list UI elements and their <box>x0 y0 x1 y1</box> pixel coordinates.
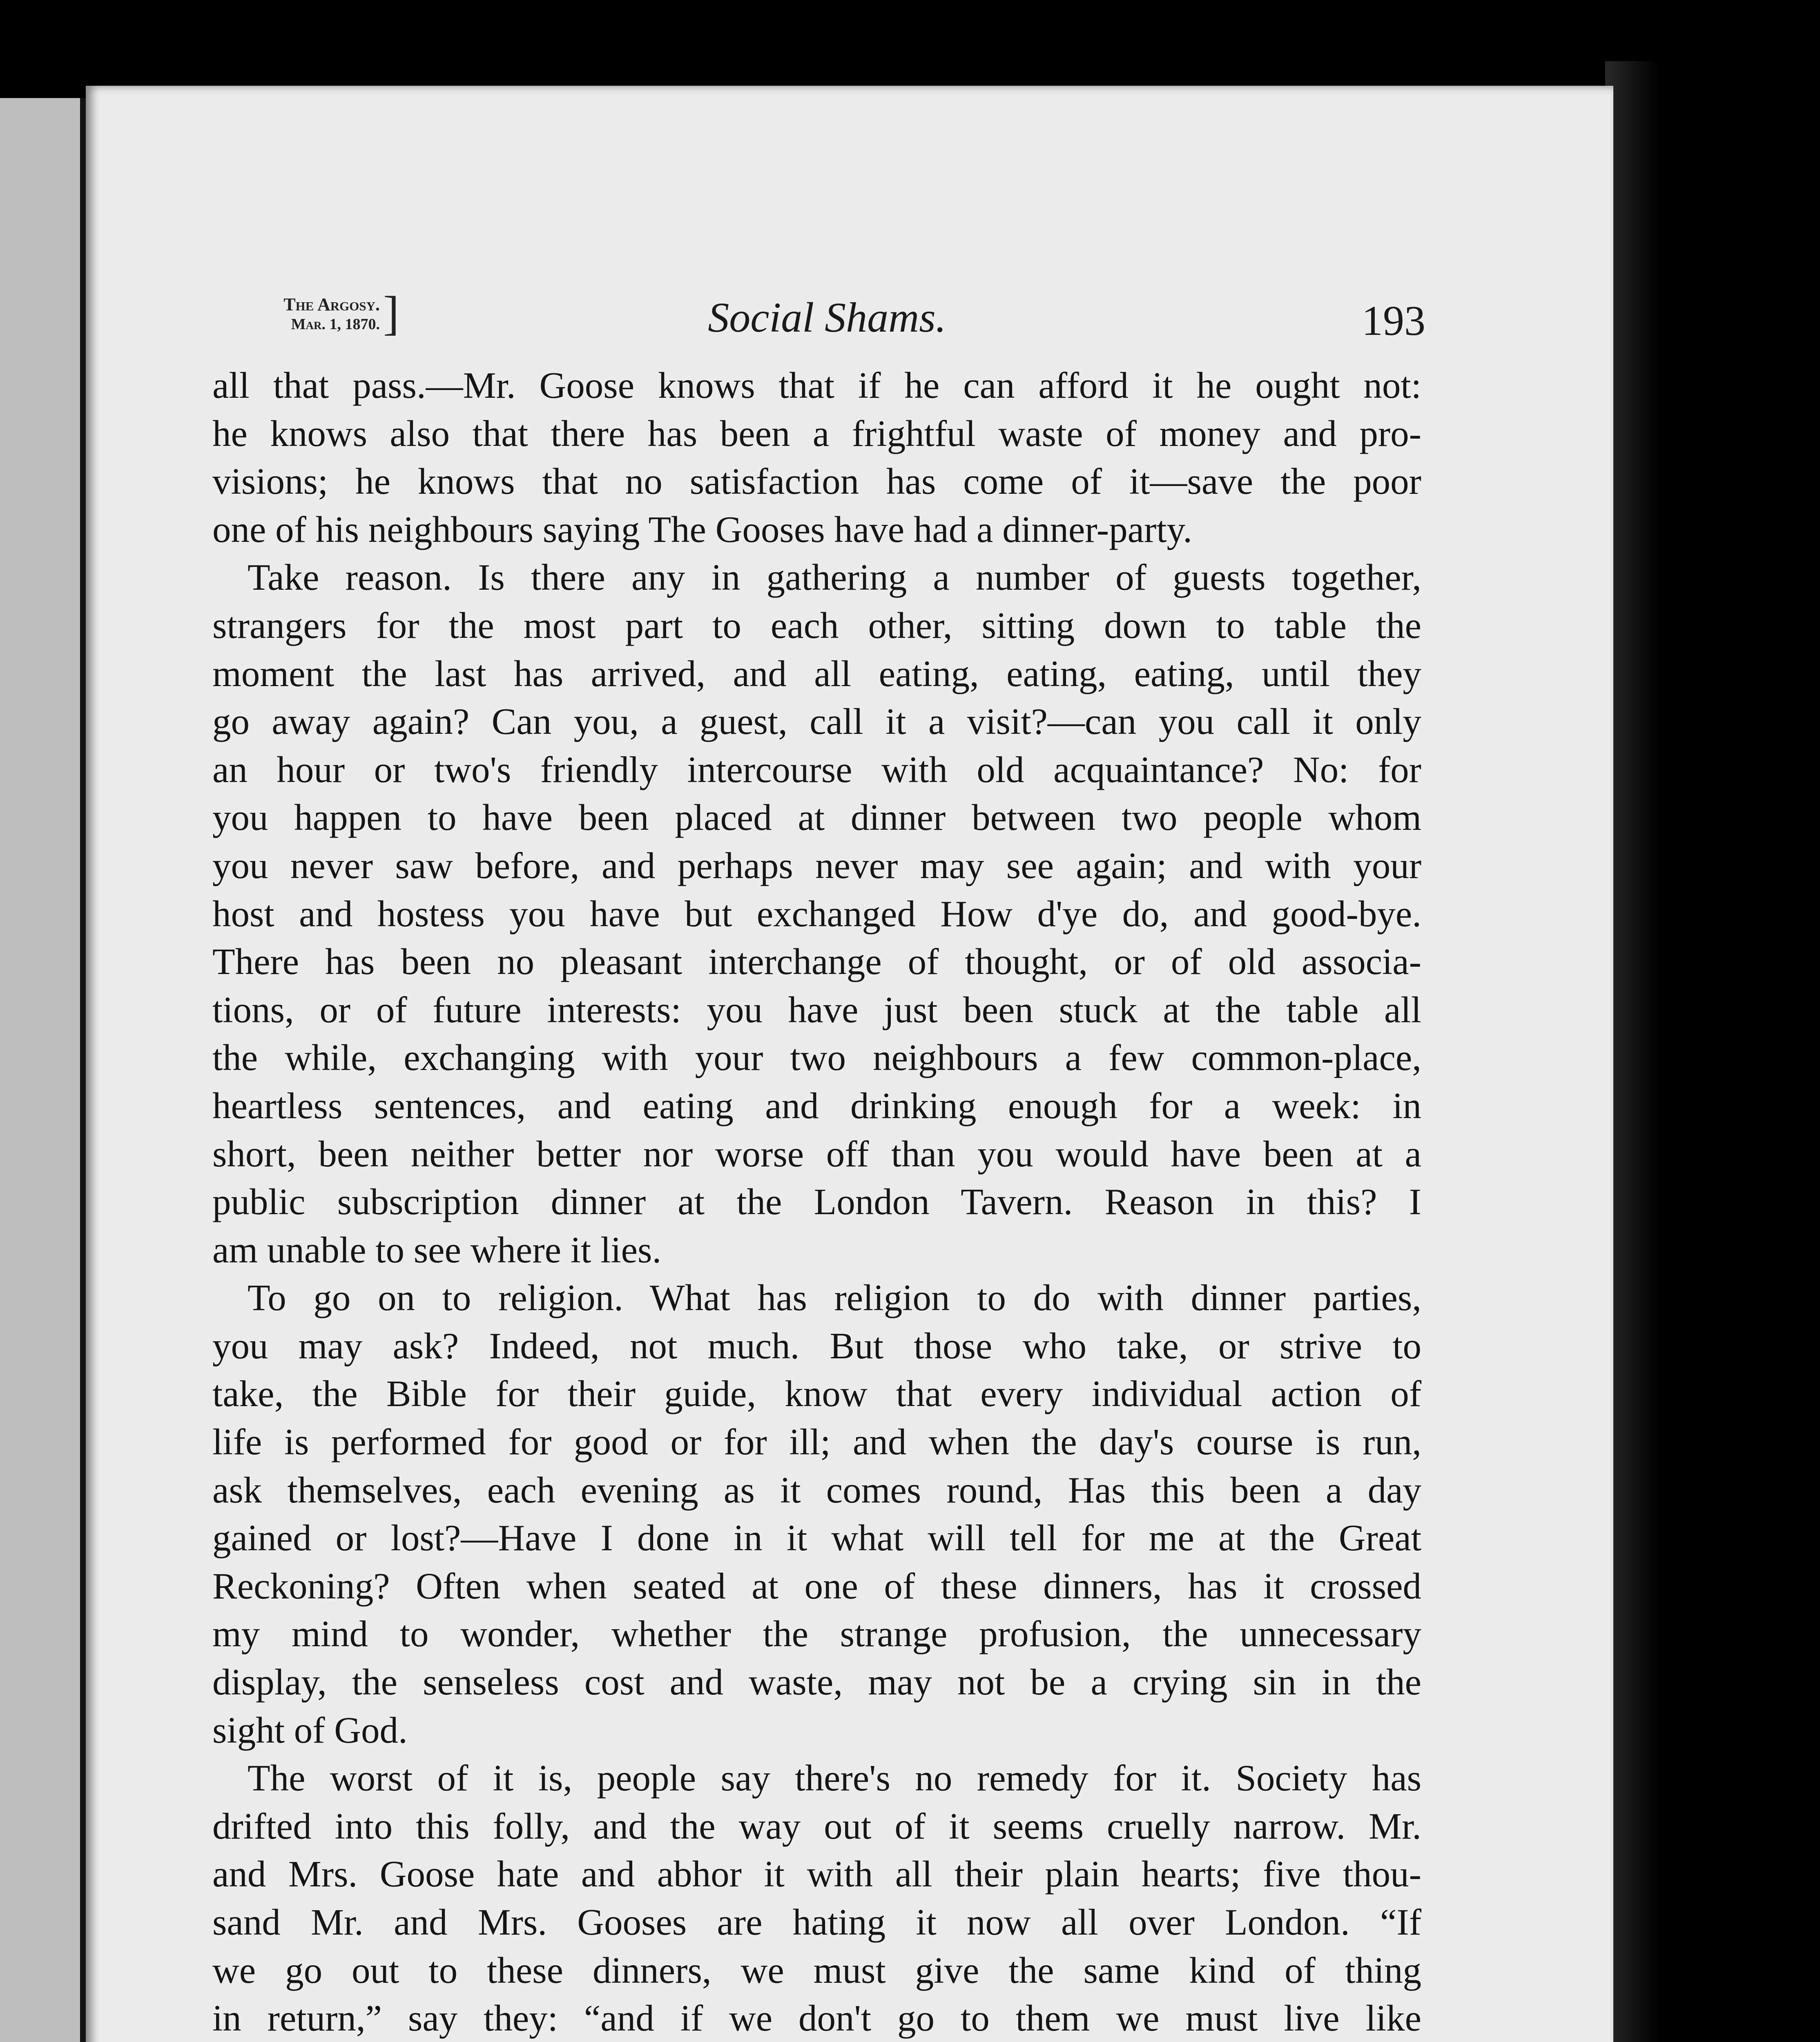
text-line: an hour or two's friendly intercourse with old acquaintance? No: for <box>212 749 1421 790</box>
text-line: display, the senseless cost and waste, may not be a crying sin in the <box>212 1661 1421 1703</box>
text-line: short, been neither better nor worse off than you would have been at a <box>212 1133 1421 1175</box>
text-line: The worst of it is, people say there's no remedy for it. Society has <box>248 1757 1421 1799</box>
text-line: one of his neighbours saying The Gooses have had a dinner-party. <box>212 508 1192 550</box>
text-line: my mind to wonder, whether the strange profusion, the unnecessary <box>212 1613 1421 1655</box>
running-head <box>229 286 1425 343</box>
facing-page-edge <box>0 98 82 2042</box>
text-line: heartless sentences, and eating and drinking enough for a week: in <box>212 1085 1421 1126</box>
text-line: drifted into this folly, and the way out of it seems cruelly narrow. Mr. <box>212 1805 1421 1847</box>
citation-bracket: ] <box>383 286 399 340</box>
text-line: tions, or of future interests: you have just been stuck at the table all <box>212 989 1421 1030</box>
text-line: visions; he knows that no satisfaction has come of it—save the poor <box>212 461 1421 502</box>
text-line: gained or lost?—Have I done in it what will tell for me at the Great <box>212 1517 1421 1559</box>
text-line: moment the last has arrived, and all eating, eating, eating, until they <box>212 653 1421 694</box>
text-line: he knows also that there has been a frightful waste of money and pro- <box>212 412 1421 454</box>
text-line: There has been no pleasant interchange of thought, or of old associa- <box>212 941 1421 983</box>
text-line: life is performed for good or for ill; and when the day's course is run, <box>212 1421 1421 1463</box>
page-number: 193 <box>1362 297 1425 344</box>
page-title: Social Shams. <box>708 294 946 341</box>
journal-name: The Argosy. <box>283 294 380 314</box>
text-line: Reckoning? Often when seated at one of these dinners, has it crossed <box>212 1565 1421 1607</box>
journal-date: Mar. 1, 1870. <box>291 316 380 333</box>
text-line: take, the Bible for their guide, know that every individual action of <box>212 1373 1421 1415</box>
text-line: public subscription dinner at the London Tavern. Reason in this? I <box>212 1181 1421 1223</box>
text-line: you happen to have been placed at dinner between two people whom <box>212 797 1421 838</box>
text-line: go away again? Can you, a guest, call it a visit?—can you call it only <box>212 701 1421 742</box>
text-line: Take reason. Is there any in gathering a number of guests together, <box>248 557 1421 598</box>
text-line: host and hostess you have but exchanged How d'ye do, and good-bye. <box>212 893 1421 934</box>
text-line: in return,” say they: “and if we don't go to them we must live like <box>212 1997 1421 2039</box>
text-line: To go on to religion. What has religion to do with dinner parties, <box>248 1277 1421 1319</box>
text-line: and Mrs. Goose hate and abhor it with all their plain hearts; five thou- <box>212 1853 1421 1895</box>
body-text <box>212 361 1421 2042</box>
text-line: sand Mr. and Mrs. Gooses are hating it now all over London. “If <box>212 1902 1421 1943</box>
text-line: all that pass.—Mr. Goose knows that if he can afford it he ought not: <box>212 365 1421 406</box>
text-line: sight of God. <box>212 1709 408 1751</box>
text-line: the while, exchanging with your two neighbours a few common-place, <box>212 1037 1421 1079</box>
text-line: we go out to these dinners, we must give the same kind of thing <box>212 1949 1421 1991</box>
text-line: strangers for the most part to each other, sitting down to table the <box>212 604 1421 646</box>
text-line: am unable to see where it lies. <box>212 1229 662 1271</box>
text-line: you never saw before, and perhaps never may see again; and with your <box>212 845 1421 886</box>
text-line: ask themselves, each evening as it comes round, Has this been a day <box>212 1469 1421 1511</box>
text-line: you may ask? Indeed, not much. But those who take, or strive to <box>212 1325 1421 1367</box>
